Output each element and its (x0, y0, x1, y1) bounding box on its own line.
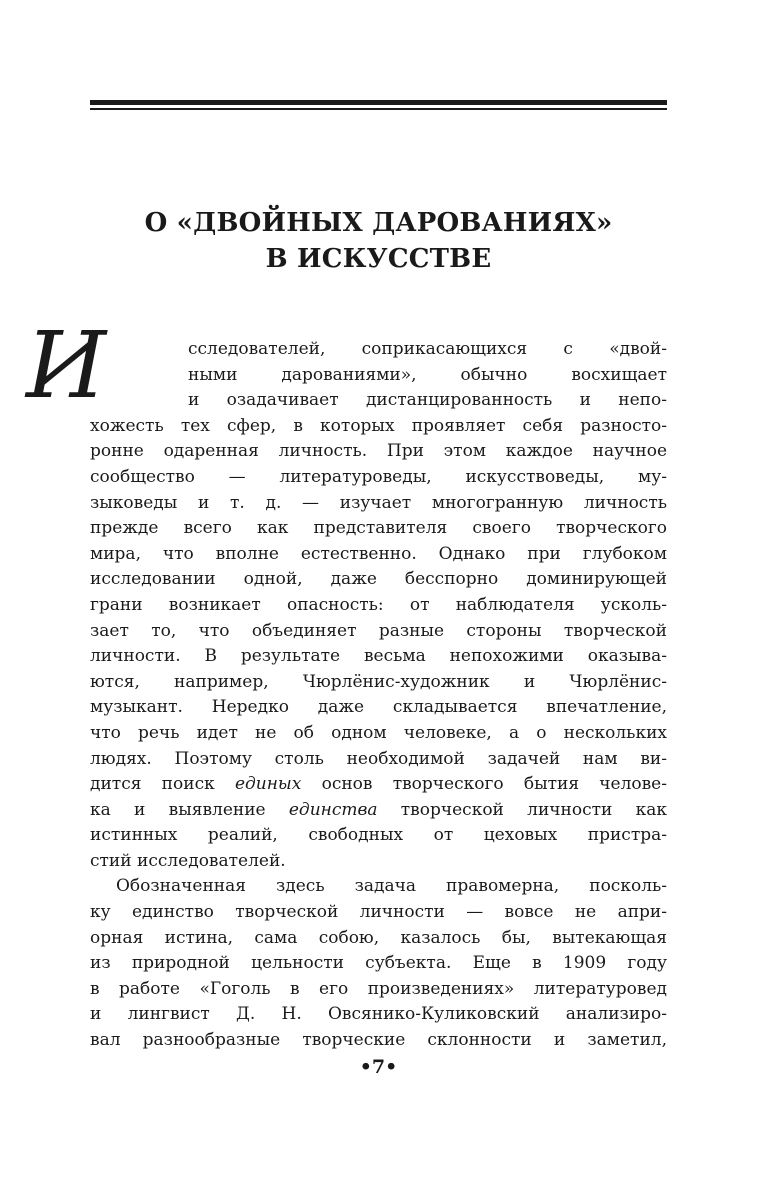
text-line: в работе «Гоголь в его произведениях» литературовед (90, 978, 667, 999)
text-line (90, 772, 667, 798)
top-rule-thick (90, 100, 667, 105)
text-line: ются, например, Чюрлёнис-художник и Чюрлёнис- (90, 671, 667, 692)
text-line: музыкант. Нередко даже складывается впечатление, (90, 697, 667, 718)
text-run: дится поиск (90, 774, 235, 795)
text-run: творческой личности как (377, 799, 667, 820)
chapter-title-line-2: В ИСКУССТВЕ (265, 244, 492, 274)
text-line: зает то, что объединяет разные стороны творческой (90, 620, 667, 641)
chapter-title-line-1: О «ДВОЙНЫХ ДАРОВАНИЯХ» (144, 208, 613, 238)
text-line: грани возникает опасность: от наблюдателя усколь- (90, 594, 667, 615)
body-text (90, 337, 667, 1054)
drop-cap: И (26, 312, 101, 419)
text-line: сследователей, соприкасающихся с «двой- (188, 339, 667, 359)
text-line: стий исследователей. (90, 850, 286, 871)
italic-word: единства (288, 799, 378, 820)
text-line: ронне одаренная личность. При этом каждое научное (90, 441, 667, 462)
chapter-title (90, 205, 667, 277)
page-number: •7• (359, 1056, 398, 1078)
text-line: зыковеды и т. д. — изучает многогранную личность (90, 492, 667, 513)
text-line: и озадачивает дистанцированность и непо- (188, 390, 667, 411)
text-line: из природной цельности субъекта. Еще в 1909 году (90, 953, 667, 974)
text-line: сообщество — литературоведы, искусствоведы, му- (90, 466, 667, 487)
text-line: ку единство творческой личности — вовсе не апри- (90, 902, 667, 923)
text-run: ка и выявление (90, 799, 289, 820)
text-run: основ творческого бытия челове- (301, 774, 667, 795)
text-line: мира, что вполне естественно. Однако при глубоком (90, 543, 667, 564)
text-line: и лингвист Д. Н. Овсянико-Куликовский анализиро- (90, 1004, 667, 1025)
text-line: орная истина, сама собою, казалось бы, вытекающая (90, 927, 667, 948)
text-line: исследовании одной, даже бесспорно доминирующей (90, 569, 667, 590)
italic-word: единых (234, 774, 302, 795)
text-line: личности. В результате весьма непохожими оказыва- (90, 646, 667, 667)
text-line: ными дарованиями», обычно восхищает (188, 364, 667, 385)
text-line: что речь идет не об одном человеке, а о нескольких (90, 722, 667, 743)
text-line: хожесть тех сфер, в которых проявляет себя разносто- (90, 415, 667, 436)
text-line: истинных реалий, свободных от цеховых пристра- (90, 825, 667, 846)
text-line: Обозначенная здесь задача правомерна, посколь- (116, 876, 667, 897)
text-line: людях. Поэтому столь необходимой задачей нам ви- (90, 748, 667, 769)
text-line (90, 798, 667, 824)
text-line: вал разнообразные творческие склонности и заметил, (90, 1030, 667, 1051)
text-line: прежде всего как представителя своего творческого (90, 518, 667, 539)
top-rule-thin (90, 108, 667, 110)
